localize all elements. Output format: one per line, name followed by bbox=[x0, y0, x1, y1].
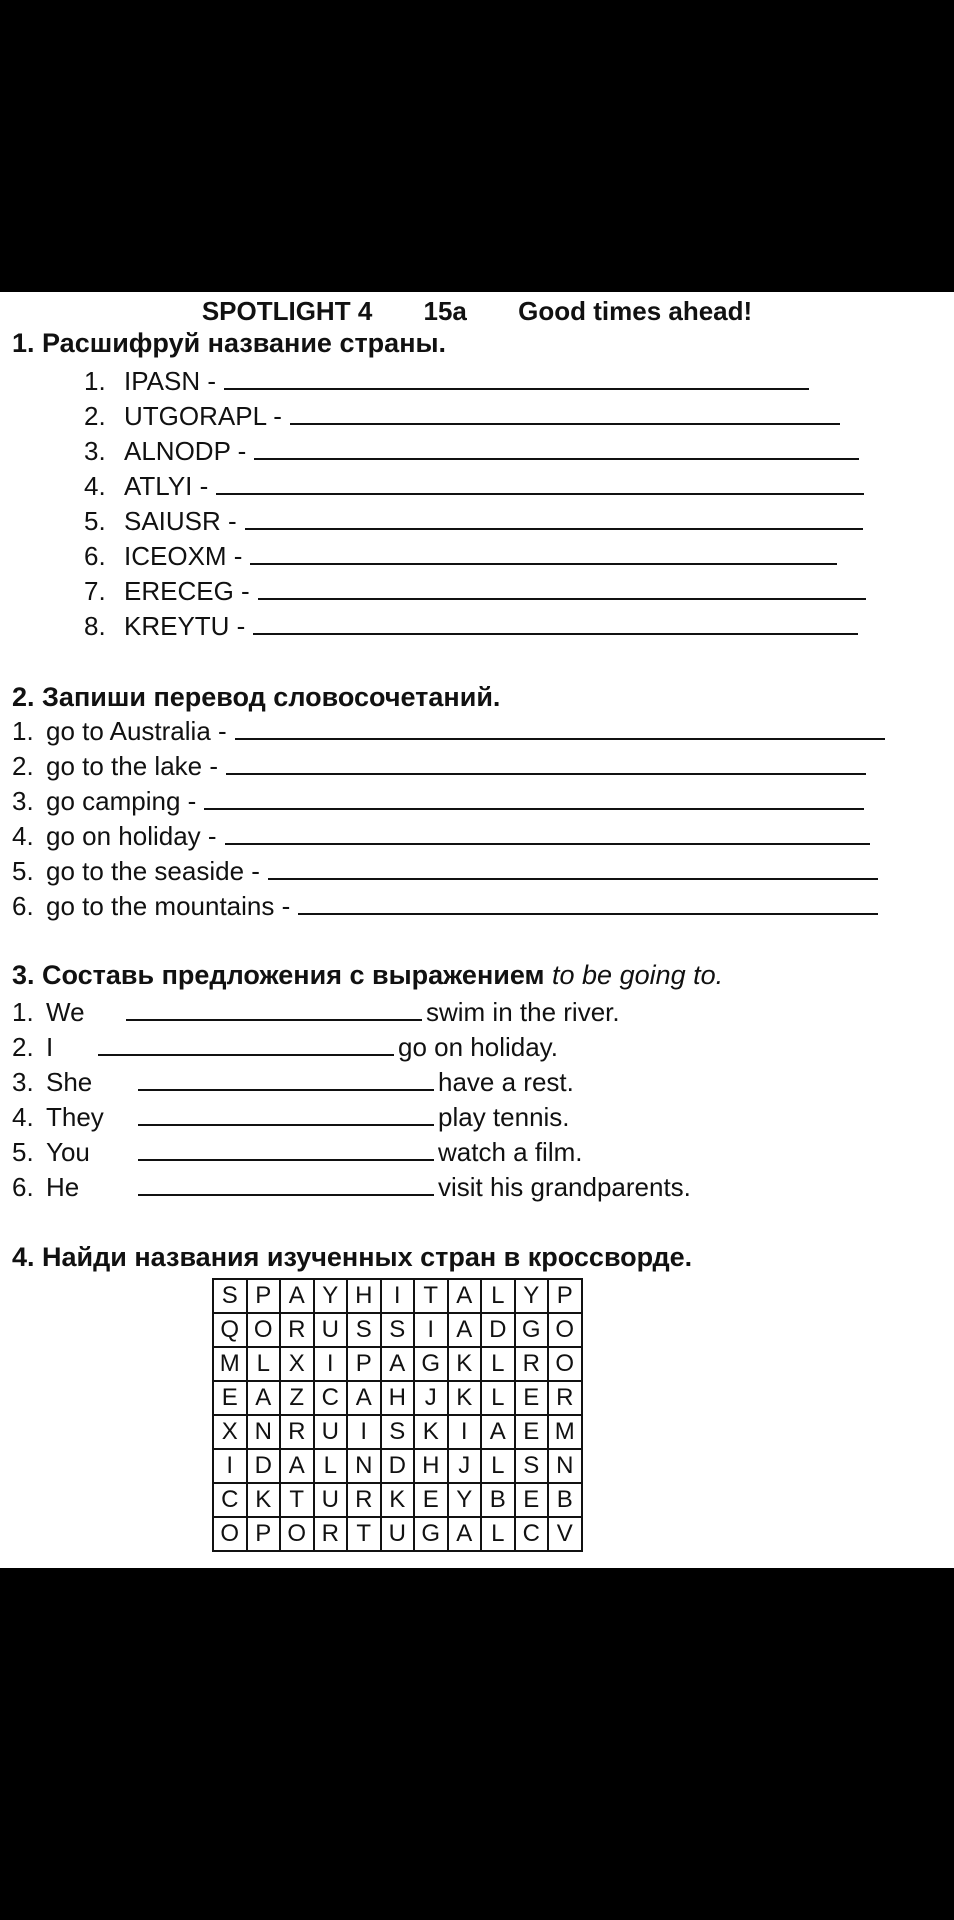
answer-line bbox=[250, 541, 837, 565]
grid-row bbox=[213, 1313, 582, 1347]
grid-cell: A bbox=[247, 1381, 281, 1415]
grid-cell: L bbox=[481, 1381, 515, 1415]
grid-cell: I bbox=[381, 1279, 415, 1313]
grid-cell: M bbox=[213, 1347, 247, 1381]
section1-item bbox=[84, 574, 866, 608]
answer-line bbox=[138, 1067, 434, 1091]
grid-cell: X bbox=[280, 1347, 314, 1381]
grid-cell: Z bbox=[280, 1381, 314, 1415]
grid-cell: E bbox=[515, 1381, 549, 1415]
unit-title: Good times ahead! bbox=[518, 296, 753, 326]
answer-line bbox=[216, 471, 864, 495]
item-number: 7. bbox=[84, 576, 106, 606]
grid-cell: U bbox=[314, 1415, 348, 1449]
sentence-subject: I bbox=[46, 1032, 54, 1062]
grid-cell: G bbox=[414, 1517, 448, 1551]
section3-item bbox=[12, 1030, 558, 1064]
answer-line bbox=[258, 576, 866, 600]
grid-cell: C bbox=[213, 1483, 247, 1517]
grid-cell: M bbox=[548, 1415, 582, 1449]
grid-cell: L bbox=[481, 1449, 515, 1483]
grid-cell: L bbox=[247, 1347, 281, 1381]
book-name: SPOTLIGHT 4 bbox=[201, 296, 373, 326]
grid-cell: O bbox=[548, 1347, 582, 1381]
grid-cell: K bbox=[247, 1483, 281, 1517]
grid-cell: R bbox=[515, 1347, 549, 1381]
scrambled-word: ALNODP - bbox=[124, 436, 247, 466]
grid-cell: T bbox=[347, 1517, 381, 1551]
grid-cell: C bbox=[515, 1517, 549, 1551]
section1-item bbox=[84, 399, 840, 433]
grid-cell: E bbox=[515, 1483, 549, 1517]
grid-cell: X bbox=[213, 1415, 247, 1449]
item-number: 1. bbox=[12, 997, 34, 1027]
grid-cell: C bbox=[314, 1381, 348, 1415]
grid-cell: I bbox=[414, 1313, 448, 1347]
grid-cell: D bbox=[481, 1313, 515, 1347]
grid-cell: J bbox=[414, 1381, 448, 1415]
grid-row bbox=[213, 1449, 582, 1483]
answer-line bbox=[226, 751, 866, 775]
grid-cell: P bbox=[548, 1279, 582, 1313]
answer-line bbox=[225, 821, 870, 845]
grid-cell: I bbox=[347, 1415, 381, 1449]
grid-row bbox=[213, 1517, 582, 1551]
grid-cell: N bbox=[247, 1415, 281, 1449]
section2-heading: 2. Запиши перевод словосочетаний. bbox=[12, 682, 501, 712]
answer-line bbox=[253, 611, 858, 635]
item-number: 4. bbox=[84, 471, 106, 501]
grid-cell: D bbox=[381, 1449, 415, 1483]
grid-cell: L bbox=[481, 1279, 515, 1313]
grid-cell: K bbox=[448, 1381, 482, 1415]
item-number: 3. bbox=[12, 786, 34, 816]
item-number: 4. bbox=[12, 1102, 34, 1132]
section3-item bbox=[12, 1100, 570, 1134]
grid-cell: R bbox=[280, 1313, 314, 1347]
grid-cell: L bbox=[481, 1347, 515, 1381]
item-number: 1. bbox=[84, 366, 106, 396]
grid-cell: N bbox=[548, 1449, 582, 1483]
grid-row bbox=[213, 1415, 582, 1449]
section2-item bbox=[12, 819, 870, 853]
section1-item bbox=[84, 364, 809, 398]
answer-line bbox=[138, 1102, 434, 1126]
answer-line bbox=[254, 436, 859, 460]
phrase: go to the mountains - bbox=[46, 891, 291, 921]
section3-item bbox=[12, 1135, 583, 1169]
grid-cell: L bbox=[481, 1517, 515, 1551]
grid-cell: E bbox=[213, 1381, 247, 1415]
item-number: 5. bbox=[84, 506, 106, 536]
answer-line bbox=[98, 1032, 394, 1056]
section3-heading bbox=[12, 960, 723, 991]
sentence-rest: go on holiday. bbox=[398, 1032, 558, 1062]
grid-cell: I bbox=[314, 1347, 348, 1381]
scrambled-word: ERECEG - bbox=[124, 576, 250, 606]
grid-cell: D bbox=[247, 1449, 281, 1483]
sentence-subject: You bbox=[46, 1137, 90, 1167]
item-number: 1. bbox=[12, 716, 34, 746]
grid-cell: B bbox=[481, 1483, 515, 1517]
grid-cell: R bbox=[347, 1483, 381, 1517]
grid-cell: O bbox=[213, 1517, 247, 1551]
item-number: 2. bbox=[12, 1032, 34, 1062]
grid-cell: A bbox=[280, 1279, 314, 1313]
grid-cell: H bbox=[347, 1279, 381, 1313]
grid-cell: R bbox=[314, 1517, 348, 1551]
section2-item bbox=[12, 889, 878, 923]
answer-line bbox=[126, 997, 422, 1021]
answer-line bbox=[268, 856, 878, 880]
section2-item bbox=[12, 749, 866, 783]
grid-cell: I bbox=[448, 1415, 482, 1449]
grid-cell: O bbox=[247, 1313, 281, 1347]
grid-cell: S bbox=[381, 1313, 415, 1347]
scrambled-word: IPASN - bbox=[124, 366, 216, 396]
grid-cell: H bbox=[414, 1449, 448, 1483]
grid-cell: U bbox=[381, 1517, 415, 1551]
answer-line bbox=[298, 891, 878, 915]
grid-cell: P bbox=[247, 1517, 281, 1551]
grid-cell: A bbox=[448, 1517, 482, 1551]
phrase: go to the lake - bbox=[46, 751, 218, 781]
grid-cell: Y bbox=[314, 1279, 348, 1313]
grid-cell: O bbox=[280, 1517, 314, 1551]
answer-line bbox=[290, 401, 840, 425]
sentence-subject: She bbox=[46, 1067, 93, 1097]
answer-line bbox=[204, 786, 864, 810]
item-number: 6. bbox=[12, 891, 34, 921]
grid-cell: A bbox=[448, 1313, 482, 1347]
grid-cell: S bbox=[381, 1415, 415, 1449]
sentence-subject: We bbox=[46, 997, 85, 1027]
grid-cell: S bbox=[347, 1313, 381, 1347]
grid-cell: R bbox=[280, 1415, 314, 1449]
section3-item bbox=[12, 1065, 574, 1099]
answer-line bbox=[245, 506, 863, 530]
grid-cell: P bbox=[247, 1279, 281, 1313]
section3-heading-italic: to be going to. bbox=[552, 960, 724, 990]
grid-cell: A bbox=[347, 1381, 381, 1415]
sentence-subject: They bbox=[46, 1102, 104, 1132]
answer-line bbox=[138, 1172, 434, 1196]
scrambled-word: SAIUSR - bbox=[124, 506, 237, 536]
grid-cell: B bbox=[548, 1483, 582, 1517]
unit-number: 15a bbox=[423, 296, 467, 326]
answer-line bbox=[138, 1137, 434, 1161]
section2-item bbox=[12, 854, 878, 888]
grid-cell: A bbox=[280, 1449, 314, 1483]
item-number: 3. bbox=[84, 436, 106, 466]
grid-cell: H bbox=[381, 1381, 415, 1415]
grid-cell: G bbox=[414, 1347, 448, 1381]
sentence-rest: visit his grandparents. bbox=[438, 1172, 691, 1202]
grid-cell: G bbox=[515, 1313, 549, 1347]
grid-cell: U bbox=[314, 1313, 348, 1347]
grid-cell: T bbox=[414, 1279, 448, 1313]
sentence-rest: have a rest. bbox=[438, 1067, 574, 1097]
worksheet-header bbox=[0, 296, 954, 327]
grid-cell: V bbox=[548, 1517, 582, 1551]
phrase: go to the seaside - bbox=[46, 856, 260, 886]
grid-cell: R bbox=[548, 1381, 582, 1415]
grid-cell: A bbox=[481, 1415, 515, 1449]
phrase: go to Australia - bbox=[46, 716, 227, 746]
section2-item bbox=[12, 784, 864, 818]
section3-item bbox=[12, 995, 620, 1029]
scrambled-word: ICEOXM - bbox=[124, 541, 243, 571]
item-number: 2. bbox=[12, 751, 34, 781]
grid-row bbox=[213, 1347, 582, 1381]
grid-cell: Y bbox=[448, 1483, 482, 1517]
grid-row bbox=[213, 1381, 582, 1415]
grid-cell: E bbox=[515, 1415, 549, 1449]
answer-line bbox=[235, 716, 885, 740]
section1-item bbox=[84, 434, 859, 468]
grid-cell: S bbox=[213, 1279, 247, 1313]
sentence-rest: swim in the river. bbox=[426, 997, 620, 1027]
answer-line bbox=[224, 366, 809, 390]
sentence-rest: play tennis. bbox=[438, 1102, 570, 1132]
grid-cell: S bbox=[515, 1449, 549, 1483]
section1-heading: 1. Расшифруй название страны. bbox=[12, 328, 447, 358]
sentence-rest: watch a film. bbox=[438, 1137, 583, 1167]
phrase: go on holiday - bbox=[46, 821, 217, 851]
section3-item bbox=[12, 1170, 691, 1204]
item-number: 5. bbox=[12, 856, 34, 886]
section1-item bbox=[84, 504, 863, 538]
section1-item bbox=[84, 609, 858, 643]
item-number: 2. bbox=[84, 401, 106, 431]
word-search-grid bbox=[212, 1278, 583, 1552]
grid-cell: I bbox=[213, 1449, 247, 1483]
grid-row bbox=[213, 1483, 582, 1517]
item-number: 6. bbox=[12, 1172, 34, 1202]
grid-cell: Y bbox=[515, 1279, 549, 1313]
section1-item bbox=[84, 539, 837, 573]
grid-cell: J bbox=[448, 1449, 482, 1483]
grid-cell: O bbox=[548, 1313, 582, 1347]
grid-cell: K bbox=[448, 1347, 482, 1381]
item-number: 6. bbox=[84, 541, 106, 571]
grid-cell: K bbox=[381, 1483, 415, 1517]
grid-cell: E bbox=[414, 1483, 448, 1517]
grid-cell: L bbox=[314, 1449, 348, 1483]
grid-cell: N bbox=[347, 1449, 381, 1483]
grid-row bbox=[213, 1279, 582, 1313]
grid-cell: P bbox=[347, 1347, 381, 1381]
section4-heading: 4. Найди названия изученных стран в кроссворде. bbox=[12, 1242, 693, 1272]
section1-item bbox=[84, 469, 864, 503]
item-number: 8. bbox=[84, 611, 106, 641]
grid-cell: K bbox=[414, 1415, 448, 1449]
item-number: 4. bbox=[12, 821, 34, 851]
grid-cell: Q bbox=[213, 1313, 247, 1347]
item-number: 5. bbox=[12, 1137, 34, 1167]
section2-item bbox=[12, 714, 885, 748]
grid-cell: A bbox=[448, 1279, 482, 1313]
scrambled-word: ATLYI - bbox=[124, 471, 209, 501]
sentence-subject: He bbox=[46, 1172, 80, 1202]
scrambled-word: UTGORAPL - bbox=[124, 401, 282, 431]
grid-cell: A bbox=[381, 1347, 415, 1381]
item-number: 3. bbox=[12, 1067, 34, 1097]
phrase: go camping - bbox=[46, 786, 197, 816]
grid-cell: U bbox=[314, 1483, 348, 1517]
section3-heading-text: 3. Составь предложения с выражением bbox=[12, 960, 545, 990]
worksheet bbox=[0, 292, 954, 1568]
grid-cell: T bbox=[280, 1483, 314, 1517]
scrambled-word: KREYTU - bbox=[124, 611, 246, 641]
